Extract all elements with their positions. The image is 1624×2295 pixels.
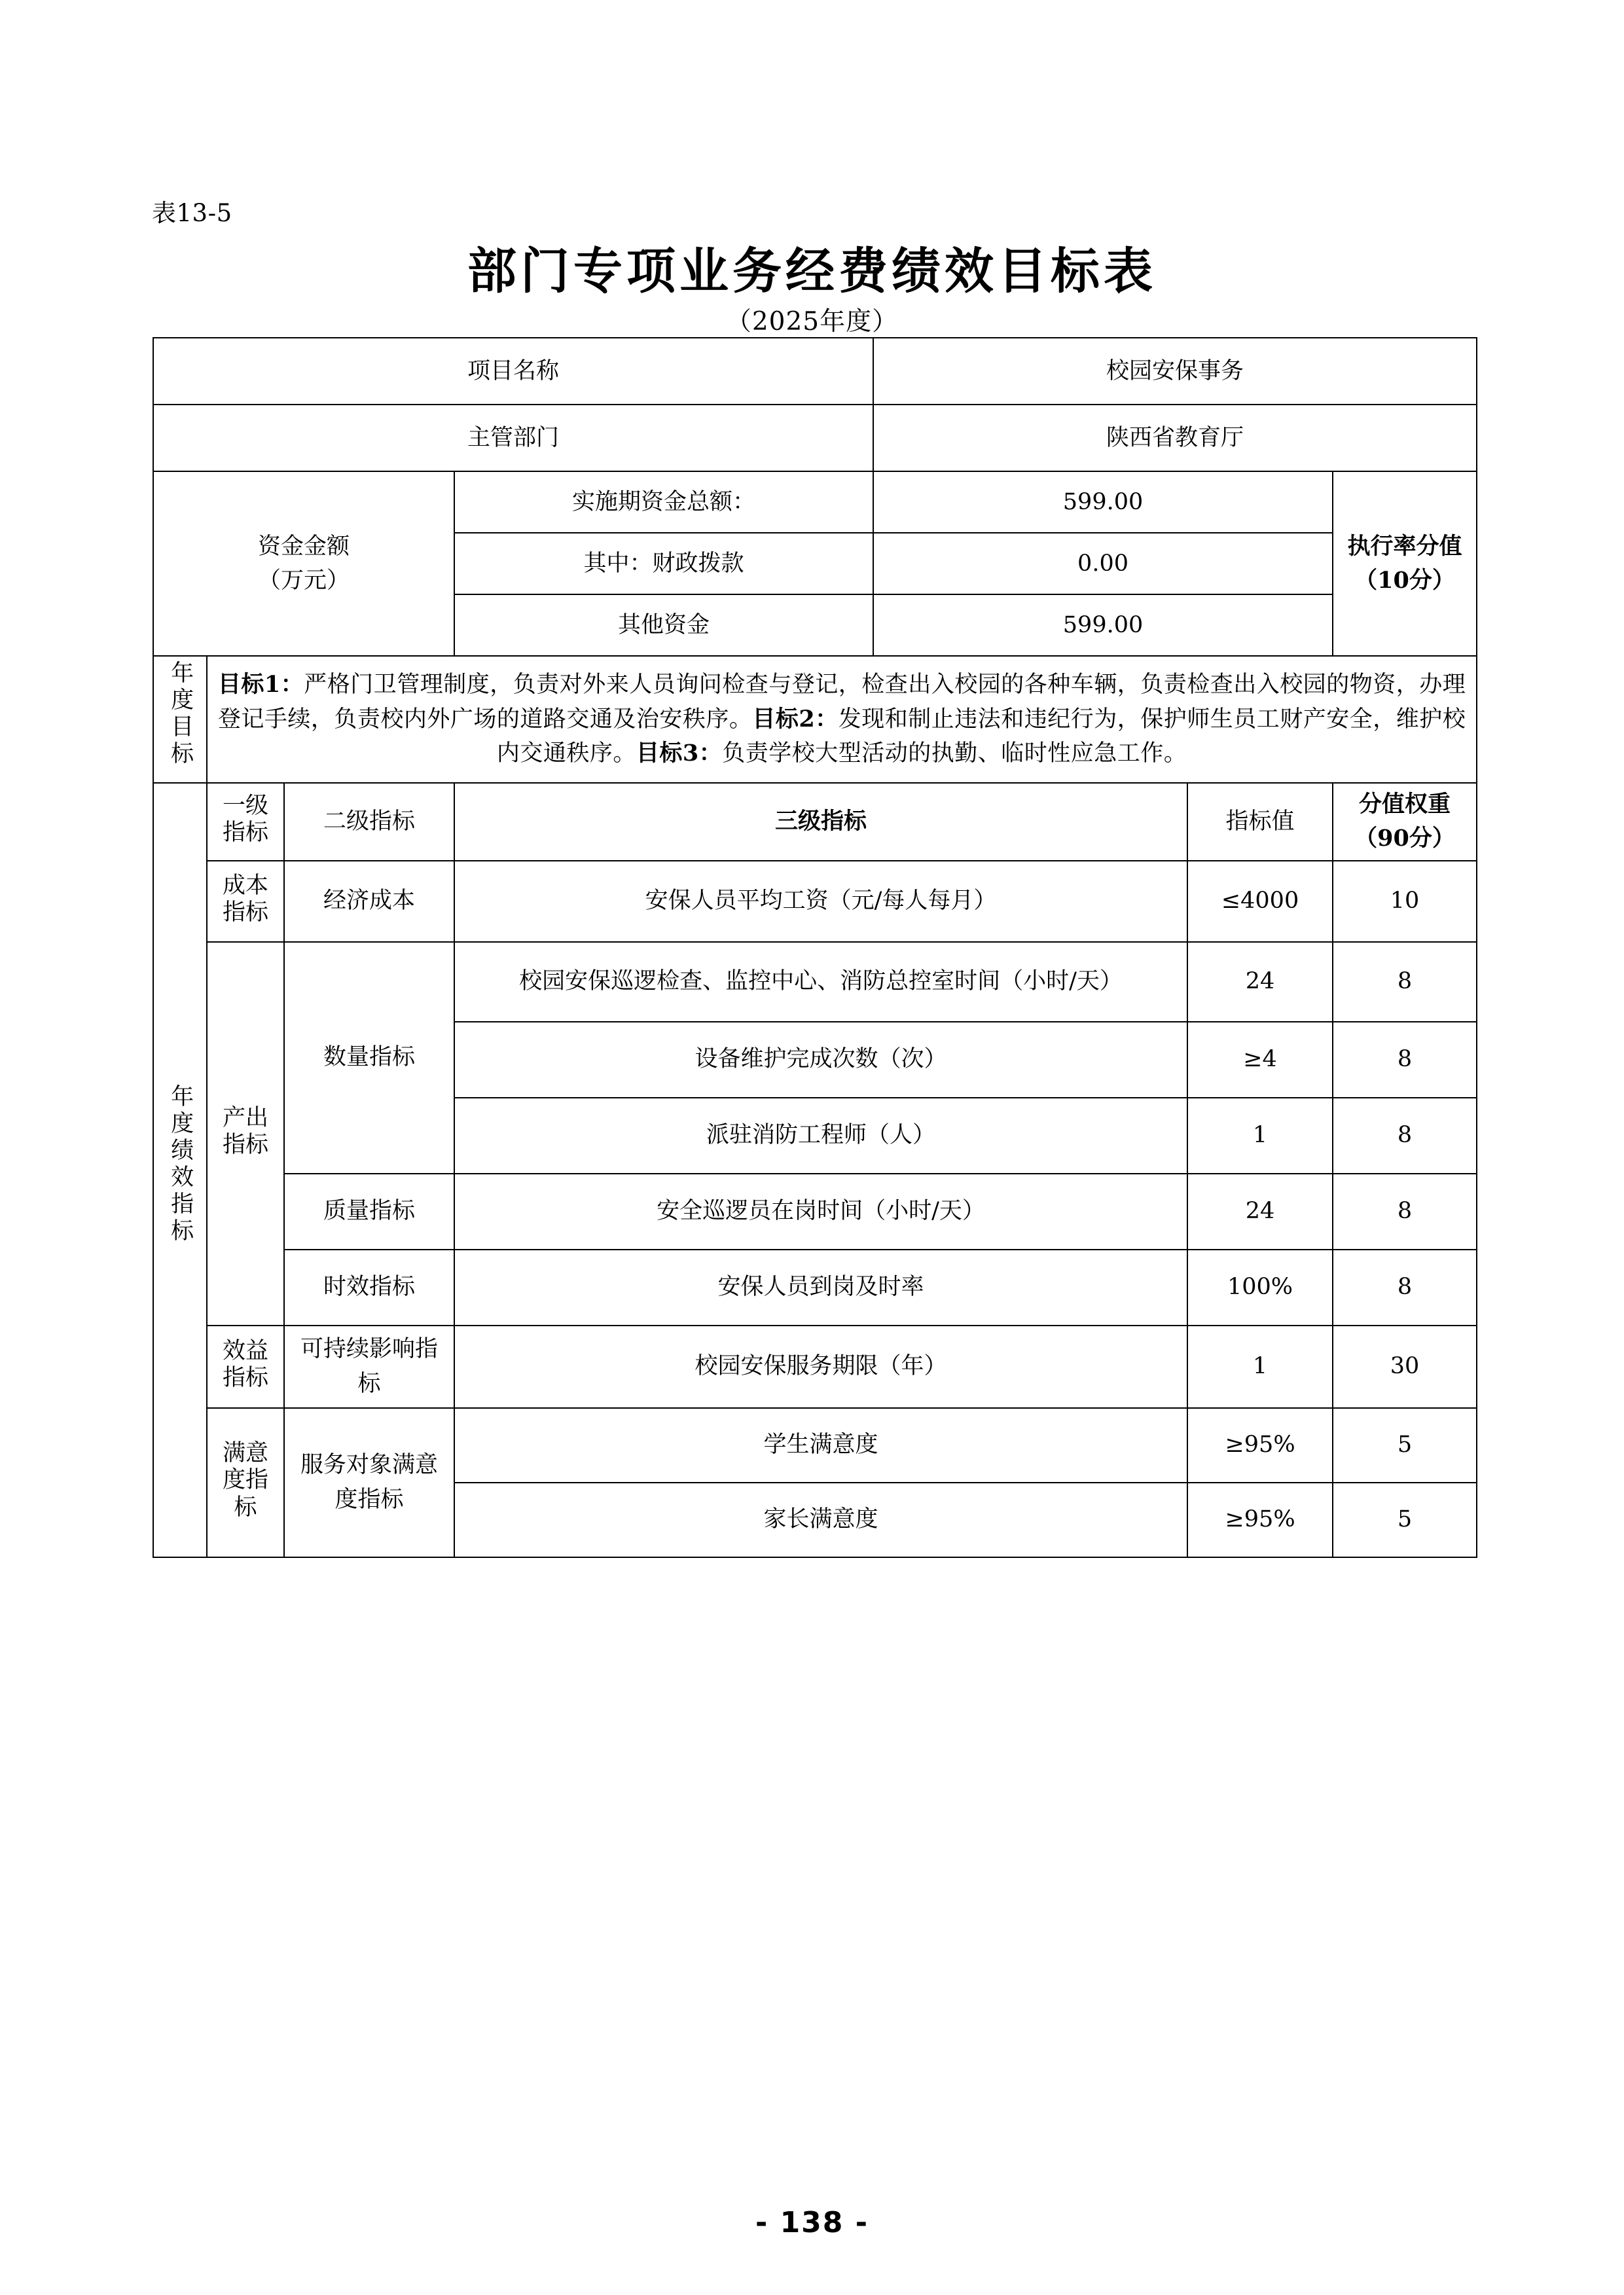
table-row-project-name xyxy=(153,338,1477,405)
execution-rate-points: （10分） xyxy=(1354,567,1455,594)
indicator-weight: 5 xyxy=(1333,1408,1477,1483)
page-subtitle: （2025年度） xyxy=(725,307,899,336)
indicator-weight: 8 xyxy=(1333,1250,1477,1326)
department-label: 主管部门 xyxy=(153,405,873,471)
indicator-level2-service-satisfaction: 服务对象满意度指标 xyxy=(284,1408,454,1557)
indicator-value: ≥95% xyxy=(1187,1408,1333,1483)
col-header-value: 指标值 xyxy=(1187,783,1333,861)
project-name-value: 校园安保事务 xyxy=(873,338,1477,405)
page-number: - 138 - xyxy=(755,2206,869,2239)
indicator-weight: 10 xyxy=(1333,861,1477,942)
performance-goal-table xyxy=(153,337,1477,1558)
indicator-value: 1 xyxy=(1187,1326,1333,1408)
indicator-section-label-text: 年度绩效指标 xyxy=(167,1084,194,1246)
indicator-weight: 5 xyxy=(1333,1483,1477,1557)
indicator-value: 1 xyxy=(1187,1098,1333,1174)
indicator-value: 24 xyxy=(1187,942,1333,1022)
indicator-level3: 安保人员平均工资（元/每人每月） xyxy=(454,861,1187,942)
annual-goal-content xyxy=(207,656,1477,783)
table-row-indicator-header xyxy=(153,783,1477,861)
goal-2-tag: 目标2： xyxy=(752,705,839,732)
indicator-level3: 安保人员到岗及时率 xyxy=(454,1250,1187,1326)
col-header-weight-points: （90分） xyxy=(1354,825,1455,852)
funding-row-value-1: 0.00 xyxy=(873,533,1333,594)
indicator-level1-cost xyxy=(207,861,284,942)
indicator-level1-satisfaction-text: 满意度指标 xyxy=(222,1439,268,1521)
indicator-value: ≥95% xyxy=(1187,1483,1333,1557)
execution-rate-cell xyxy=(1333,471,1477,656)
funding-label-text: 资金金额 xyxy=(257,533,350,560)
goal-2-text: 发现和制止违法和违纪行为，保护师生员工财产安全，维护校内交通秩序。 xyxy=(496,706,1466,767)
indicator-level1-output xyxy=(207,942,284,1326)
indicator-weight: 8 xyxy=(1333,1098,1477,1174)
table-row-department xyxy=(153,405,1477,471)
sheet-code: 表13-5 xyxy=(152,199,232,227)
table-row-annual-goal xyxy=(153,656,1477,783)
col-header-level3: 三级指标 xyxy=(454,783,1187,861)
indicator-weight: 30 xyxy=(1333,1326,1477,1408)
table-row-indicator xyxy=(153,1174,1477,1250)
table-row-indicator xyxy=(153,1326,1477,1408)
indicator-value: ≤4000 xyxy=(1187,861,1333,942)
indicator-level3: 设备维护完成次数（次） xyxy=(454,1022,1187,1098)
indicator-level2-economic-cost: 经济成本 xyxy=(284,861,454,942)
table-row-indicator xyxy=(153,1250,1477,1326)
col-header-level2: 二级指标 xyxy=(284,783,454,861)
funding-row-name-1: 其中：财政拨款 xyxy=(454,533,873,594)
indicator-level2-quality: 质量指标 xyxy=(284,1174,454,1250)
funding-row-name-2: 其他资金 xyxy=(454,594,873,656)
goal-3-text: 负责学校大型活动的执勤、临时性应急工作。 xyxy=(722,740,1187,767)
table-row-indicator xyxy=(153,1408,1477,1483)
indicator-weight: 8 xyxy=(1333,1022,1477,1098)
indicator-section-label xyxy=(153,783,207,1557)
table-row-funding-total xyxy=(153,471,1477,533)
indicator-level1-cost-text: 成本指标 xyxy=(222,872,268,926)
indicator-value: 100% xyxy=(1187,1250,1333,1326)
col-header-weight-text: 分值权重 xyxy=(1359,790,1451,818)
execution-rate-label: 执行率分值 xyxy=(1347,532,1462,560)
table-row-indicator xyxy=(153,861,1477,942)
funding-row-name-0: 实施期资金总额： xyxy=(454,471,873,533)
indicator-level2-timeliness: 时效指标 xyxy=(284,1250,454,1326)
indicator-value: ≥4 xyxy=(1187,1022,1333,1098)
performance-goal-table-wrapper xyxy=(153,337,1476,1558)
col-header-level1 xyxy=(207,783,284,861)
indicator-level1-satisfaction xyxy=(207,1408,284,1557)
goal-1-text: 严格门卫管理制度，负责对外来人员询问检查与登记，检查出入校园的各种车辆，负责检查出入校园的物资，办理登记手续，负责校内外广场的道路交通及治安秩序。 xyxy=(217,672,1466,732)
indicator-level3: 派驻消防工程师（人） xyxy=(454,1098,1187,1174)
indicator-value: 24 xyxy=(1187,1174,1333,1250)
indicator-level3: 家长满意度 xyxy=(454,1483,1187,1557)
col-header-weight xyxy=(1333,783,1477,861)
funding-unit-text: （万元） xyxy=(257,568,350,594)
funding-row-value-2: 599.00 xyxy=(873,594,1333,656)
indicator-level2-sustainable: 可持续影响指标 xyxy=(284,1326,454,1408)
indicator-level3: 安全巡逻员在岗时间（小时/天） xyxy=(454,1174,1187,1250)
funding-row-value-0: 599.00 xyxy=(873,471,1333,533)
indicator-level1-output-text: 产出指标 xyxy=(222,1104,268,1158)
indicator-level1-benefit xyxy=(207,1326,284,1408)
annual-goal-label xyxy=(153,656,207,783)
indicator-weight: 8 xyxy=(1333,1174,1477,1250)
department-value: 陕西省教育厅 xyxy=(873,405,1477,471)
goal-1-tag: 目标1： xyxy=(217,671,304,698)
indicator-level3: 校园安保巡逻检查、监控中心、消防总控室时间（小时/天） xyxy=(454,942,1187,1022)
indicator-level3: 学生满意度 xyxy=(454,1408,1187,1483)
annual-goal-label-text: 年度目标 xyxy=(167,660,194,768)
page-title: 部门专项业务经费绩效目标表 xyxy=(467,242,1157,300)
goal-3-tag: 目标3： xyxy=(636,740,723,767)
indicator-weight: 8 xyxy=(1333,942,1477,1022)
table-row-indicator xyxy=(153,942,1477,1022)
indicator-level1-benefit-text: 效益指标 xyxy=(222,1337,268,1391)
indicator-level2-quantity: 数量指标 xyxy=(284,942,454,1174)
funding-label xyxy=(153,471,454,656)
col-header-level1-text: 一级指标 xyxy=(222,793,268,846)
project-name-label: 项目名称 xyxy=(153,338,873,405)
indicator-level3: 校园安保服务期限（年） xyxy=(454,1326,1187,1408)
